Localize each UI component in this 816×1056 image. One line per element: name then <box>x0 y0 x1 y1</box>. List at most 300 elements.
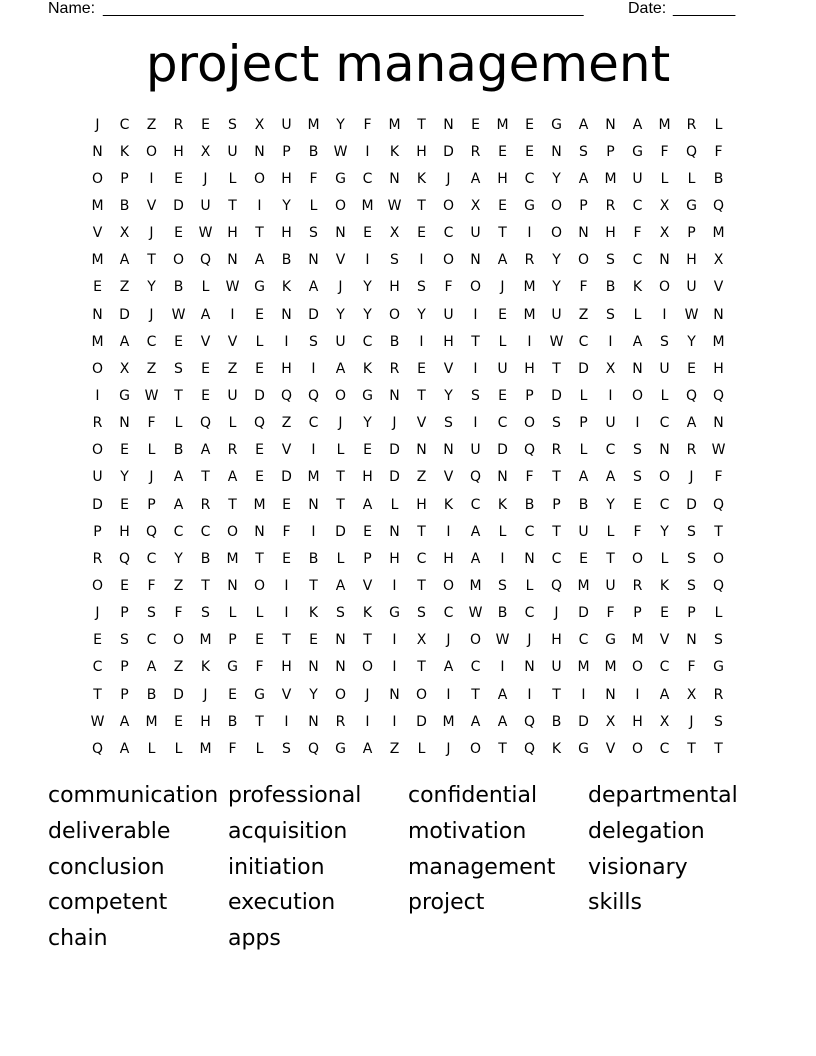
grid-letter: W <box>225 279 240 296</box>
grid-letter: C <box>200 523 211 540</box>
grid-letter: A <box>632 333 643 350</box>
grid-letter: D <box>578 713 589 730</box>
grid-letter: J <box>554 605 559 622</box>
grid-letter: E <box>93 632 102 649</box>
word-bank <box>48 778 768 957</box>
grid-letter: J <box>446 740 451 757</box>
grid-letter: X <box>389 225 400 242</box>
grid-letter: S <box>309 225 318 242</box>
grid-letter: M <box>604 659 617 676</box>
grid-letter: K <box>362 605 373 622</box>
grid-letter: X <box>713 252 724 269</box>
word-bank-item: conclusion <box>48 854 165 880</box>
grid-letter: I <box>473 415 478 432</box>
grid-letter: G <box>605 632 616 649</box>
grid-letter: L <box>255 740 264 757</box>
grid-letter: T <box>417 116 426 133</box>
grid-letter: H <box>389 279 400 296</box>
grid-letter: I <box>527 225 532 242</box>
grid-letter: G <box>335 740 346 757</box>
grid-letter: F <box>444 279 453 296</box>
grid-letter: I <box>149 170 154 187</box>
grid-row <box>84 165 732 192</box>
grid-letter: L <box>336 550 345 567</box>
grid-letter: O <box>550 225 563 242</box>
grid-letter: L <box>633 306 642 323</box>
grid-letter: D <box>578 360 589 377</box>
word-bank-item: chain <box>48 926 108 952</box>
grid-letter: Q <box>199 415 212 432</box>
word-bank-item: professional <box>228 783 362 808</box>
grid-letter: D <box>443 143 454 160</box>
grid-letter: O <box>253 170 266 187</box>
grid-letter: W <box>333 143 348 160</box>
grid-letter: K <box>497 496 508 513</box>
grid-letter: F <box>606 605 615 622</box>
grid-letter: E <box>255 442 264 459</box>
grid-letter: A <box>470 170 481 187</box>
grid-letter: K <box>551 740 562 757</box>
grid-letter: B <box>119 197 130 214</box>
grid-letter: H <box>227 225 238 242</box>
grid-letter: T <box>336 469 345 486</box>
grid-letter: T <box>255 550 264 567</box>
grid-letter: U <box>686 279 697 296</box>
grid-letter: L <box>147 442 156 459</box>
grid-letter: E <box>201 360 210 377</box>
grid-letter: T <box>201 577 210 594</box>
date-blank-line: _______ <box>673 0 736 17</box>
grid-letter: R <box>686 116 697 133</box>
grid-letter: S <box>687 550 696 567</box>
grid-letter: X <box>254 116 265 133</box>
grid-letter: O <box>469 279 482 296</box>
grid-letter: N <box>227 577 238 594</box>
grid-letter: O <box>172 632 185 649</box>
grid-letter: N <box>605 686 616 703</box>
grid-letter: B <box>551 713 562 730</box>
grid-letter: Q <box>91 740 104 757</box>
grid-letter: S <box>579 143 588 160</box>
grid-letter: V <box>443 469 454 486</box>
grid-letter: B <box>389 333 400 350</box>
grid-letter: M <box>577 577 590 594</box>
grid-letter: K <box>308 605 319 622</box>
grid-letter: W <box>387 197 402 214</box>
grid-letter: C <box>632 252 643 269</box>
grid-letter: C <box>92 659 103 676</box>
grid-letter: J <box>338 415 343 432</box>
grid-letter: F <box>255 659 264 676</box>
grid-letter: Y <box>363 279 372 296</box>
grid-letter: F <box>525 469 534 486</box>
grid-letter: T <box>687 740 696 757</box>
word-bank-item: apps <box>228 926 281 952</box>
grid-letter: T <box>552 469 561 486</box>
grid-letter: Y <box>660 523 669 540</box>
grid-letter: H <box>497 170 508 187</box>
grid-letter: F <box>309 170 318 187</box>
grid-letter: M <box>91 252 104 269</box>
grid-letter: V <box>281 442 292 459</box>
grid-letter: V <box>443 360 454 377</box>
grid-letter: O <box>334 197 347 214</box>
grid-letter: T <box>201 469 210 486</box>
grid-letter: L <box>336 442 345 459</box>
grid-letter: Q <box>280 387 293 404</box>
grid-letter: V <box>92 225 103 242</box>
grid-letter: O <box>334 387 347 404</box>
grid-row <box>84 600 732 627</box>
grid-letter: T <box>417 523 426 540</box>
grid-letter: L <box>228 605 237 622</box>
grid-letter: N <box>281 306 292 323</box>
grid-letter: C <box>470 659 481 676</box>
grid-letter: Z <box>146 360 157 377</box>
grid-letter: J <box>365 686 370 703</box>
grid-letter: B <box>713 170 724 187</box>
grid-row <box>84 247 732 274</box>
grid-letter: O <box>91 577 104 594</box>
grid-letter: C <box>605 442 616 459</box>
grid-letter: F <box>714 143 723 160</box>
grid-letter: M <box>91 333 104 350</box>
grid-letter: T <box>336 496 345 513</box>
grid-letter: O <box>145 143 158 160</box>
grid-letter: Q <box>523 740 536 757</box>
grid-letter: S <box>687 523 696 540</box>
grid-letter: L <box>255 605 264 622</box>
grid-letter: R <box>605 197 616 214</box>
grid-letter: B <box>524 496 535 513</box>
grid-letter: A <box>497 713 508 730</box>
grid-letter: N <box>713 415 724 432</box>
grid-letter: S <box>714 713 723 730</box>
grid-letter: B <box>605 279 616 296</box>
grid-letter: Q <box>550 577 563 594</box>
grid-letter: F <box>687 659 696 676</box>
grid-row <box>84 382 732 409</box>
grid-letter: Y <box>606 496 615 513</box>
grid-letter: T <box>417 577 426 594</box>
grid-letter: Y <box>552 252 561 269</box>
grid-letter: Y <box>120 469 129 486</box>
grid-letter: M <box>361 197 374 214</box>
grid-letter: N <box>524 550 535 567</box>
grid-letter: U <box>470 225 481 242</box>
grid-letter: C <box>659 740 670 757</box>
grid-letter: J <box>149 225 154 242</box>
grid-letter: E <box>120 496 129 513</box>
grid-letter: D <box>173 686 184 703</box>
grid-letter: E <box>282 496 291 513</box>
grid-letter: J <box>203 686 208 703</box>
grid-letter: H <box>281 225 292 242</box>
grid-row <box>84 735 732 762</box>
date-label: Date: <box>628 0 667 17</box>
grid-letter: Y <box>282 197 291 214</box>
grid-letter: I <box>473 306 478 323</box>
grid-letter: I <box>473 360 478 377</box>
grid-letter: Z <box>227 360 238 377</box>
grid-letter: T <box>228 197 237 214</box>
grid-letter: X <box>119 225 130 242</box>
grid-letter: S <box>417 605 426 622</box>
grid-letter: O <box>388 306 401 323</box>
grid-letter: I <box>311 442 316 459</box>
grid-letter: A <box>578 170 589 187</box>
grid-letter: E <box>120 577 129 594</box>
grid-letter: G <box>119 387 130 404</box>
grid-letter: Y <box>336 116 345 133</box>
grid-row <box>84 437 732 464</box>
grid-letter: D <box>686 496 697 513</box>
grid-letter: T <box>309 577 318 594</box>
grid-letter: B <box>281 252 292 269</box>
grid-letter: C <box>362 170 373 187</box>
grid-letter: T <box>552 523 561 540</box>
grid-letter: T <box>714 523 723 540</box>
grid-letter: U <box>578 523 589 540</box>
grid-letter: E <box>174 170 183 187</box>
grid-letter: G <box>551 116 562 133</box>
grid-letter: P <box>579 197 588 214</box>
grid-letter: M <box>631 632 644 649</box>
grid-letter: N <box>713 306 724 323</box>
grid-letter: E <box>498 387 507 404</box>
grid-letter: E <box>255 632 264 649</box>
grid-letter: Q <box>712 197 725 214</box>
grid-letter: S <box>228 116 237 133</box>
grid-letter: A <box>173 469 184 486</box>
grid-letter: N <box>443 116 454 133</box>
grid-letter: R <box>524 252 535 269</box>
grid-letter: S <box>336 605 345 622</box>
grid-letter: T <box>255 225 264 242</box>
grid-letter: H <box>200 713 211 730</box>
grid-letter: M <box>523 279 536 296</box>
grid-letter: J <box>527 632 532 649</box>
grid-letter: M <box>226 550 239 567</box>
grid-letter: C <box>443 225 454 242</box>
grid-row <box>84 301 732 328</box>
grid-letter: F <box>147 415 156 432</box>
grid-letter: Q <box>307 740 320 757</box>
grid-letter: I <box>284 577 289 594</box>
grid-letter: I <box>230 306 235 323</box>
grid-letter: L <box>714 605 723 622</box>
grid-letter: P <box>228 632 237 649</box>
grid-letter: H <box>416 143 427 160</box>
grid-letter: E <box>525 143 534 160</box>
grid-letter: N <box>119 415 130 432</box>
grid-letter: L <box>498 523 507 540</box>
grid-letter: Z <box>173 659 184 676</box>
grid-letter: U <box>632 170 643 187</box>
grid-letter: N <box>551 143 562 160</box>
grid-letter: Q <box>685 143 698 160</box>
grid-letter: E <box>525 116 534 133</box>
grid-letter: O <box>523 415 536 432</box>
grid-letter: E <box>309 632 318 649</box>
grid-letter: A <box>119 713 130 730</box>
grid-letter: D <box>551 387 562 404</box>
grid-letter: Y <box>444 387 453 404</box>
grid-letter: A <box>470 523 481 540</box>
grid-row <box>84 627 732 654</box>
grid-letter: O <box>91 170 104 187</box>
grid-letter: J <box>446 632 451 649</box>
grid-letter: Q <box>307 387 320 404</box>
grid-letter: M <box>523 306 536 323</box>
grid-letter: A <box>578 116 589 133</box>
grid-row <box>84 220 732 247</box>
grid-letter: R <box>92 550 103 567</box>
grid-letter: E <box>255 469 264 486</box>
grid-letter: I <box>311 360 316 377</box>
grid-letter: A <box>227 469 238 486</box>
grid-letter: N <box>308 713 319 730</box>
grid-letter: Y <box>309 686 318 703</box>
grid-letter: O <box>172 252 185 269</box>
grid-row <box>84 491 732 518</box>
grid-letter: C <box>659 496 670 513</box>
grid-letter: N <box>254 143 265 160</box>
grid-letter: Y <box>174 550 183 567</box>
grid-letter: I <box>500 659 505 676</box>
grid-letter: E <box>498 143 507 160</box>
grid-letter: V <box>227 333 238 350</box>
grid-letter: S <box>633 469 642 486</box>
grid-letter: D <box>389 442 400 459</box>
grid-letter: T <box>255 713 264 730</box>
grid-letter: S <box>606 306 615 323</box>
word-bank-item: visionary <box>588 854 688 880</box>
grid-letter: E <box>417 360 426 377</box>
grid-letter: H <box>443 550 454 567</box>
grid-letter: U <box>92 469 103 486</box>
grid-letter: D <box>254 387 265 404</box>
grid-letter: M <box>307 469 320 486</box>
grid-letter: H <box>281 659 292 676</box>
grid-letter: L <box>714 116 723 133</box>
grid-letter: F <box>579 279 588 296</box>
grid-letter: T <box>174 387 183 404</box>
grid-row <box>84 410 732 437</box>
grid-letter: L <box>255 333 264 350</box>
grid-letter: U <box>227 143 238 160</box>
grid-letter: J <box>149 469 154 486</box>
grid-letter: T <box>471 686 480 703</box>
grid-letter: D <box>281 469 292 486</box>
grid-letter: A <box>470 550 481 567</box>
grid-letter: N <box>389 686 400 703</box>
grid-letter: P <box>120 170 129 187</box>
page-title: project management <box>145 35 671 93</box>
grid-letter: V <box>335 252 346 269</box>
grid-letter: H <box>389 550 400 567</box>
grid-letter: N <box>308 496 319 513</box>
grid-letter: O <box>91 442 104 459</box>
grid-letter: P <box>606 143 615 160</box>
grid-letter: A <box>119 740 130 757</box>
grid-letter: T <box>147 252 156 269</box>
grid-letter: B <box>308 143 319 160</box>
grid-letter: S <box>498 577 507 594</box>
grid-letter: Q <box>253 415 266 432</box>
grid-letter: D <box>173 197 184 214</box>
grid-letter: S <box>309 333 318 350</box>
grid-letter: E <box>687 360 696 377</box>
grid-letter: O <box>577 252 590 269</box>
grid-letter: Q <box>712 577 725 594</box>
grid-letter: P <box>363 550 372 567</box>
grid-letter: C <box>524 170 535 187</box>
grid-row <box>84 355 732 382</box>
grid-letter: Y <box>552 170 561 187</box>
grid-letter: W <box>549 333 564 350</box>
grid-letter: K <box>281 279 292 296</box>
grid-letter: E <box>660 605 669 622</box>
grid-letter: J <box>392 415 397 432</box>
grid-letter: A <box>200 442 211 459</box>
grid-letter: A <box>362 496 373 513</box>
grid-letter: D <box>497 442 508 459</box>
grid-letter: C <box>416 550 427 567</box>
grid-letter: I <box>392 632 397 649</box>
grid-letter: I <box>284 713 289 730</box>
grid-letter: W <box>198 225 213 242</box>
grid-letter: Q <box>199 252 212 269</box>
grid-letter: X <box>605 360 616 377</box>
grid-letter: M <box>469 577 482 594</box>
grid-letter: P <box>687 605 696 622</box>
grid-letter: L <box>498 333 507 350</box>
grid-letter: R <box>92 415 103 432</box>
grid-letter: L <box>579 442 588 459</box>
grid-letter: I <box>446 686 451 703</box>
grid-letter: L <box>579 387 588 404</box>
grid-letter: I <box>392 713 397 730</box>
word-bank-item: management <box>408 854 556 880</box>
grid-letter: Q <box>712 496 725 513</box>
grid-letter: L <box>309 197 318 214</box>
grid-letter: J <box>149 306 154 323</box>
grid-letter: C <box>632 197 643 214</box>
name-label: Name: <box>48 0 96 17</box>
grid-letter: X <box>686 686 697 703</box>
grid-letter: U <box>227 387 238 404</box>
grid-letter: M <box>199 632 212 649</box>
grid-letter: M <box>658 116 671 133</box>
grid-letter: I <box>95 387 100 404</box>
grid-letter: O <box>469 632 482 649</box>
grid-letter: M <box>253 496 266 513</box>
grid-letter: I <box>392 577 397 594</box>
grid-letter: T <box>552 360 561 377</box>
grid-letter: A <box>146 659 157 676</box>
word-bank-item: execution <box>228 890 336 916</box>
grid-letter: Z <box>389 740 400 757</box>
grid-letter: G <box>254 686 265 703</box>
grid-letter: B <box>173 442 184 459</box>
grid-letter: A <box>362 740 373 757</box>
grid-letter: S <box>714 632 723 649</box>
grid-letter: W <box>171 306 186 323</box>
grid-letter: A <box>632 116 643 133</box>
grid-row <box>84 464 732 491</box>
grid-letter: N <box>227 252 238 269</box>
